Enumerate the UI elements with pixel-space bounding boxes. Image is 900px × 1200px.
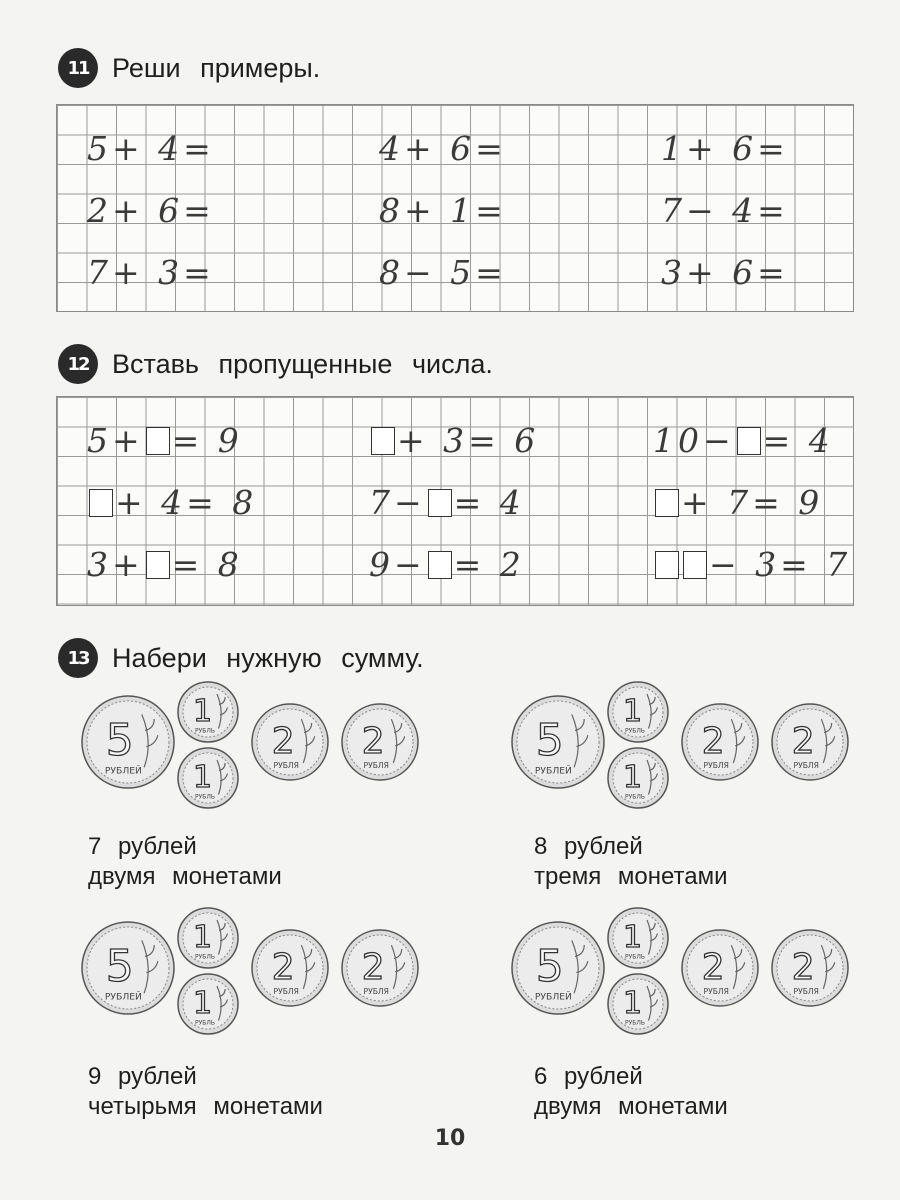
coin-1-ruble[interactable]	[178, 908, 238, 968]
missing-number-expression	[369, 545, 525, 584]
expression: 8+ 1=	[379, 191, 507, 230]
expression-after: − 3= 7	[709, 545, 852, 584]
coin-2-rubles[interactable]	[342, 704, 418, 780]
coin-1-ruble[interactable]	[608, 748, 668, 808]
task-11-grid	[56, 104, 854, 312]
expression-before: 3+	[87, 545, 144, 584]
coin-1-ruble[interactable]	[178, 748, 238, 808]
expression: 7+ 3=	[87, 253, 215, 292]
expression-before: 10−	[653, 421, 735, 460]
sum-caption	[534, 1062, 728, 1122]
coin-1-ruble[interactable]	[178, 974, 238, 1034]
coin-denomination: 2	[791, 720, 815, 762]
missing-number-expression	[87, 483, 257, 522]
sum-condition: двумя монетами	[534, 1093, 728, 1120]
sum-amount: 9 рублей	[88, 1063, 197, 1090]
coin-denomination: 2	[271, 720, 295, 762]
coin-label: РУБЛЬ	[624, 727, 646, 735]
missing-number-expression	[653, 421, 834, 460]
coin-denomination: 1	[623, 694, 643, 729]
coin-2-rubles[interactable]	[772, 930, 848, 1006]
coin-label: РУБЛЯ	[273, 986, 299, 996]
expression-after: + 4= 8	[115, 483, 258, 522]
coin-label: РУБЛЕЙ	[534, 991, 572, 1003]
coin-2-rubles[interactable]	[682, 930, 758, 1006]
answer-box[interactable]	[146, 427, 170, 455]
coin-1-ruble[interactable]	[608, 974, 668, 1034]
sum-caption	[88, 832, 282, 892]
answer-box[interactable]	[428, 551, 452, 579]
answer-box[interactable]	[371, 427, 395, 455]
coin-5-rubles[interactable]	[82, 922, 174, 1014]
coin-label: РУБЛЯ	[363, 986, 389, 996]
coin-set	[510, 906, 855, 1043]
answer-box[interactable]	[146, 551, 170, 579]
sum-amount: 6 рублей	[534, 1063, 643, 1090]
coin-label: РУБЛЕЙ	[104, 765, 142, 777]
coin-label: РУБЛЬ	[624, 1019, 646, 1027]
expression: 3+ 6=	[661, 253, 789, 292]
expression-after: = 9	[171, 421, 243, 460]
coin-denomination: 2	[361, 720, 385, 762]
answer-box[interactable]	[655, 551, 679, 579]
coin-label: РУБЛЬ	[194, 727, 216, 735]
coin-denomination: 1	[193, 920, 213, 955]
missing-number-expression	[87, 545, 243, 584]
expression-after: + 3= 6	[397, 421, 540, 460]
answer-box[interactable]	[89, 489, 113, 517]
coin-label: РУБЛЯ	[703, 760, 729, 770]
coin-denomination: 2	[271, 946, 295, 988]
sum-caption	[534, 832, 727, 892]
answer-box[interactable]	[737, 427, 761, 455]
expression-after: + 7= 9	[681, 483, 824, 522]
coin-denomination: 2	[791, 946, 815, 988]
sum-condition: тремя монетами	[534, 863, 728, 890]
task-title: Реши примеры.	[112, 52, 321, 83]
coin-denomination: 5	[105, 941, 134, 993]
expression: 2+ 6=	[87, 191, 215, 230]
coin-label: РУБЛЕЙ	[534, 765, 572, 777]
coin-denomination: 2	[701, 720, 725, 762]
task-number-badge: 13	[58, 638, 98, 678]
answer-box[interactable]	[655, 489, 679, 517]
coin-denomination: 1	[193, 986, 213, 1021]
sum-amount: 7 рублей	[88, 833, 197, 860]
task-13-header	[58, 638, 424, 678]
answer-box[interactable]	[428, 489, 452, 517]
task-number-badge: 11	[58, 48, 98, 88]
expression-before: 7−	[369, 483, 426, 522]
coins-illustration	[510, 906, 855, 1038]
coin-5-rubles[interactable]	[512, 922, 604, 1014]
coin-denomination: 1	[623, 760, 643, 795]
coin-1-ruble[interactable]	[608, 682, 668, 742]
sum-caption	[88, 1062, 323, 1122]
coin-5-rubles[interactable]	[82, 696, 174, 788]
coin-label: РУБЛЬ	[624, 793, 646, 801]
missing-number-expression	[369, 483, 525, 522]
expression: 4+ 6=	[379, 129, 507, 168]
expression: 1+ 6=	[661, 129, 789, 168]
coin-5-rubles[interactable]	[512, 696, 604, 788]
expression-after: = 2	[453, 545, 525, 584]
coin-denomination: 1	[193, 694, 213, 729]
coin-2-rubles[interactable]	[252, 704, 328, 780]
coin-label: РУБЛЯ	[363, 760, 389, 770]
sum-condition: четырьмя монетами	[88, 1093, 323, 1120]
expression-after: = 4	[762, 421, 834, 460]
expression-before: 5+	[87, 421, 144, 460]
coin-label: РУБЛЬ	[194, 953, 216, 961]
coin-denomination: 1	[623, 986, 643, 1021]
answer-box[interactable]	[683, 551, 707, 579]
coin-denomination: 5	[535, 715, 564, 767]
coin-denomination: 1	[623, 920, 643, 955]
coin-denomination: 5	[105, 715, 134, 767]
sum-amount: 8 рублей	[534, 833, 643, 860]
coin-denomination: 1	[193, 760, 213, 795]
coin-set	[510, 680, 855, 817]
coin-1-ruble[interactable]	[178, 682, 238, 742]
missing-number-expression	[87, 421, 243, 460]
coin-denomination: 5	[535, 941, 564, 993]
missing-number-expression	[369, 421, 539, 460]
coin-label: РУБЛЬ	[194, 793, 216, 801]
expression: 7− 4=	[661, 191, 789, 230]
sum-condition: двумя монетами	[88, 863, 282, 890]
coin-denomination: 2	[701, 946, 725, 988]
expression: 5+ 4=	[87, 129, 215, 168]
missing-number-expression	[653, 483, 823, 522]
task-title: Вставь пропущенные числа.	[112, 348, 493, 379]
coins-illustration	[510, 680, 855, 812]
coin-label: РУБЛЯ	[273, 760, 299, 770]
coin-set	[80, 680, 425, 817]
coin-2-rubles[interactable]	[682, 704, 758, 780]
expression-after: = 4	[453, 483, 525, 522]
coin-label: РУБЛЬ	[624, 953, 646, 961]
coin-label: РУБЛЯ	[703, 986, 729, 996]
coins-illustration	[80, 680, 425, 812]
task-11-header	[58, 48, 320, 88]
task-title: Набери нужную сумму.	[112, 642, 424, 673]
coin-2-rubles[interactable]	[252, 930, 328, 1006]
task-number-badge: 12	[58, 344, 98, 384]
page-number: 10	[434, 1126, 466, 1151]
coin-label: РУБЛЯ	[793, 986, 819, 996]
missing-number-expression	[653, 545, 851, 584]
coins-illustration	[80, 906, 425, 1038]
task-12-grid	[56, 396, 854, 606]
coin-1-ruble[interactable]	[608, 908, 668, 968]
expression-after: = 8	[171, 545, 243, 584]
coin-label: РУБЛЯ	[793, 760, 819, 770]
expression-before: 9−	[369, 545, 426, 584]
coin-2-rubles[interactable]	[772, 704, 848, 780]
coin-2-rubles[interactable]	[342, 930, 418, 1006]
task-12-header	[58, 344, 493, 384]
coin-label: РУБЛЕЙ	[104, 991, 142, 1003]
coin-denomination: 2	[361, 946, 385, 988]
coin-set	[80, 906, 425, 1043]
coin-label: РУБЛЬ	[194, 1019, 216, 1027]
expression: 8− 5=	[379, 253, 507, 292]
